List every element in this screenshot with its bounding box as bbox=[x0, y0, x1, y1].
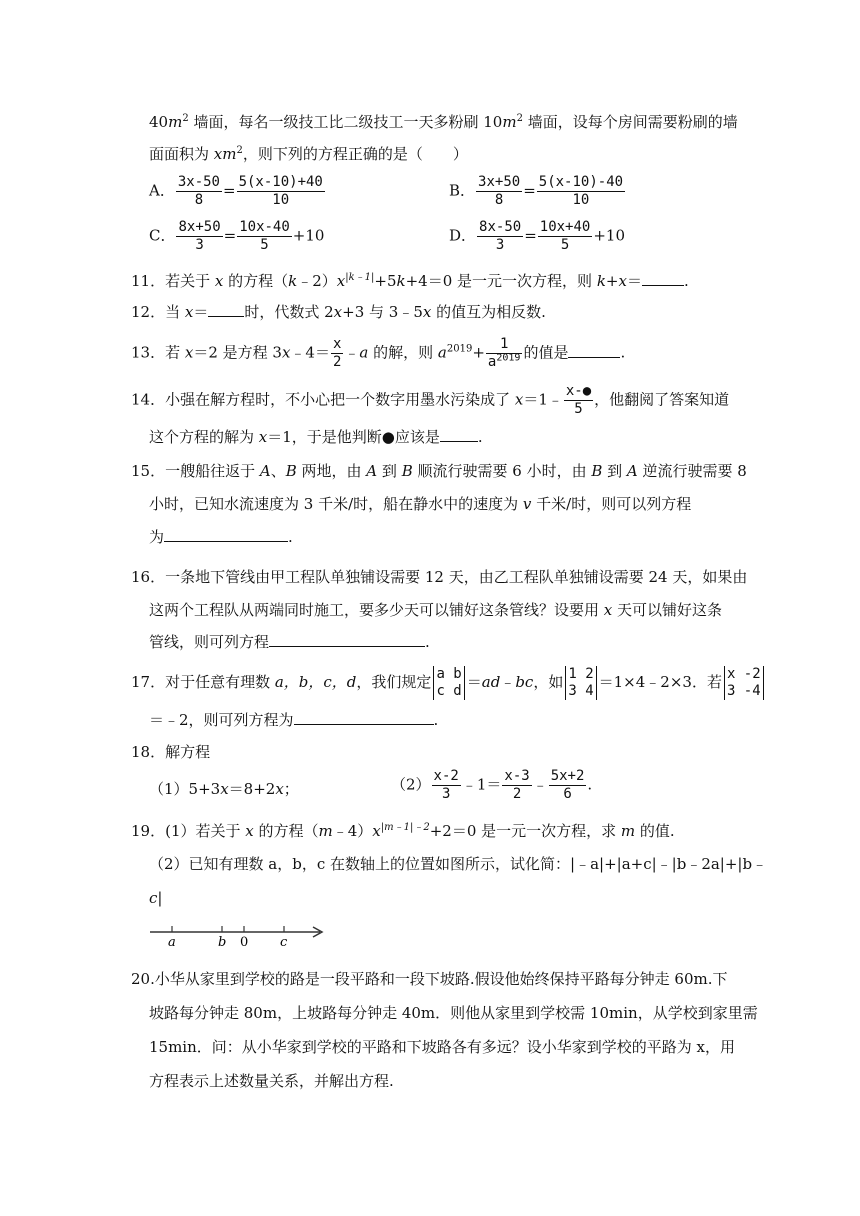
question-15: 15．一艘船往返于 A、B 两地，由 A 到 B 顺流行驶需要 6 小时，由 B 到 A 逆流行驶需要 8 bbox=[131, 462, 747, 480]
fraction: $\frac{10x-40}{5}$ bbox=[239, 219, 290, 253]
question-15-line3: 为 . bbox=[149, 528, 293, 546]
q10-option-a: A． $\frac{3x-50}{8}$ = $\frac{5(x-10)+40}{10}$ bbox=[149, 174, 323, 208]
question-18-title: 18．解方程 bbox=[131, 743, 211, 761]
answer-blank[interactable] bbox=[642, 285, 684, 286]
answer-blank[interactable] bbox=[164, 541, 288, 542]
q10-line1: $40m^2$ 墙面，每名一级技工比二级技工一天多粉刷 $10m^2$ 墙面，设每个房间需要粉刷的墙 bbox=[149, 113, 738, 131]
q10-line2: 面面积为 $xm^2$，则下列的方程正确的是（ ） bbox=[149, 145, 468, 163]
determinant: 1 2 3 4 bbox=[565, 666, 596, 700]
answer-blank[interactable] bbox=[294, 724, 434, 725]
fraction: $\frac{x-2}{3}$ bbox=[433, 768, 459, 802]
fraction: $\frac{3x-50}{8}$ bbox=[177, 174, 220, 208]
question-19-part2: （2）已知有理数 a，b，c 在数轴上的位置如图所示，试化简：|﹣a|+|a+c|﹣|b﹣2a|+|b﹣ bbox=[149, 855, 768, 873]
answer-blank[interactable] bbox=[440, 441, 478, 442]
question-19-part2-cont: c| bbox=[149, 889, 163, 907]
label-zero: 0 bbox=[240, 935, 249, 950]
fraction: $\frac{8x+50}{3}$ bbox=[178, 219, 221, 253]
q10-option-d: D． $\frac{8x-50}{3}$ = $\frac{10x+40}{5}$ +10 bbox=[449, 219, 625, 253]
answer-blank[interactable] bbox=[208, 316, 244, 317]
question-18-part2: （2） $\frac{x-2}{3}$ ﹣1＝ $\frac{x-3}{2}$ ﹣ $\frac{5x+2}{6}$ . bbox=[391, 768, 593, 802]
question-18-part1: （1）5+3x＝8+2x； bbox=[149, 780, 299, 798]
q10-option-b: B． $\frac{3x+50}{8}$ = $\frac{5(x-10)-40}{10}$ bbox=[449, 174, 624, 208]
label-b: b bbox=[218, 935, 227, 950]
determinant: a b c d bbox=[433, 666, 464, 700]
fraction: $\frac{5(x-10)-40}{10}$ bbox=[538, 174, 624, 208]
fraction: $\frac{x}{2}$ bbox=[332, 336, 342, 370]
question-20-line3: 15min．问：从小华家到学校的平路和下坡路各有多远？设小华家到学校的平路为 x，用 bbox=[149, 1038, 735, 1056]
question-16: 16．一条地下管线由甲工程队单独铺设需要 12 天，由乙工程队单独铺设需要 24 天，如果由 bbox=[131, 568, 748, 586]
answer-blank[interactable] bbox=[568, 357, 620, 358]
question-17: 17．对于任意有理数 a，b，c，d，我们规定 a b c d ＝ad﹣bc，如 1 2 3 4 ＝1×4﹣2×3．若 x -2 3 -4 bbox=[131, 666, 766, 700]
number-line-figure bbox=[148, 918, 328, 954]
question-20-line2: 坡路每分钟走 80m，上坡路每分钟走 40m．则他从家里到学校需 10min，从学校到家里需 bbox=[149, 1004, 758, 1022]
determinant: x -2 3 -4 bbox=[724, 666, 764, 700]
question-16-line3: 管线，则可列方程 . bbox=[149, 633, 430, 651]
label-c: c bbox=[280, 935, 288, 950]
fraction: $\frac{x-●}{5}$ bbox=[565, 383, 592, 417]
fraction: $\frac{10x+40}{5}$ bbox=[539, 219, 591, 253]
question-17-line2: ＝﹣2，则可列方程为 . bbox=[149, 711, 439, 729]
fraction: $\frac{1}{a^{2019}}$ bbox=[487, 336, 521, 370]
question-20: 20.小华从家里到学校的路是一段平路和一段下坡路.假设他始终保持平路每分钟走 60m.下 bbox=[131, 970, 728, 988]
label-a: a bbox=[168, 935, 176, 950]
question-13: 13．若 x＝2 是方程 3x﹣4＝ $\frac{x}{2}$ ﹣a 的解，则 $a^{2019}+$ $\frac{1}{a^{2019}}$ 的值是 . bbox=[131, 336, 626, 370]
question-11: 11．若关于 x 的方程$(k﹣2)x^{|k﹣1|}+5k+4=0$ 是一元一次方程，则 k+x＝ . bbox=[131, 272, 689, 290]
fraction: $\frac{x-3}{2}$ bbox=[504, 768, 530, 802]
question-15-line2: 小时，已知水流速度为 3 千米/时，船在静水中的速度为 v 千米/时，则可以列方程 bbox=[149, 495, 692, 513]
question-14: 14．小强在解方程时，不小心把一个数字用墨水污染成了 x＝1﹣ $\frac{x-●}{5}$ ，他翻阅了答案知道 bbox=[131, 383, 730, 417]
question-20-line4: 方程表示上述数量关系，并解出方程. bbox=[149, 1072, 394, 1090]
question-16-line2: 这两个工程队从两端同时施工，要多少天可以铺好这条管线？设要用 x 天可以铺好这条 bbox=[149, 601, 723, 619]
fraction: $\frac{5x+2}{6}$ bbox=[550, 768, 585, 802]
fraction: $\frac{5(x-10)+40}{10}$ bbox=[238, 174, 323, 208]
fraction: $\frac{3x+50}{8}$ bbox=[478, 174, 521, 208]
question-19: 19．(1）若关于 x 的方程$(m﹣4)x^{|m﹣1|﹣2}+2=0$ 是一元一次方程，求 m 的值. bbox=[131, 822, 675, 840]
fraction: $\frac{8x-50}{3}$ bbox=[479, 219, 522, 253]
question-12: 12．当 x＝ 时，代数式 2x+3 与 3﹣5x 的值互为相反数. bbox=[131, 303, 546, 321]
q10-option-c: C． $\frac{8x+50}{3}$ = $\frac{10x-40}{5}$ +10 bbox=[149, 219, 325, 253]
question-14-line2: 这个方程的解为 x＝1，于是他判断●应该是 . bbox=[149, 428, 483, 446]
answer-blank[interactable] bbox=[269, 646, 425, 647]
